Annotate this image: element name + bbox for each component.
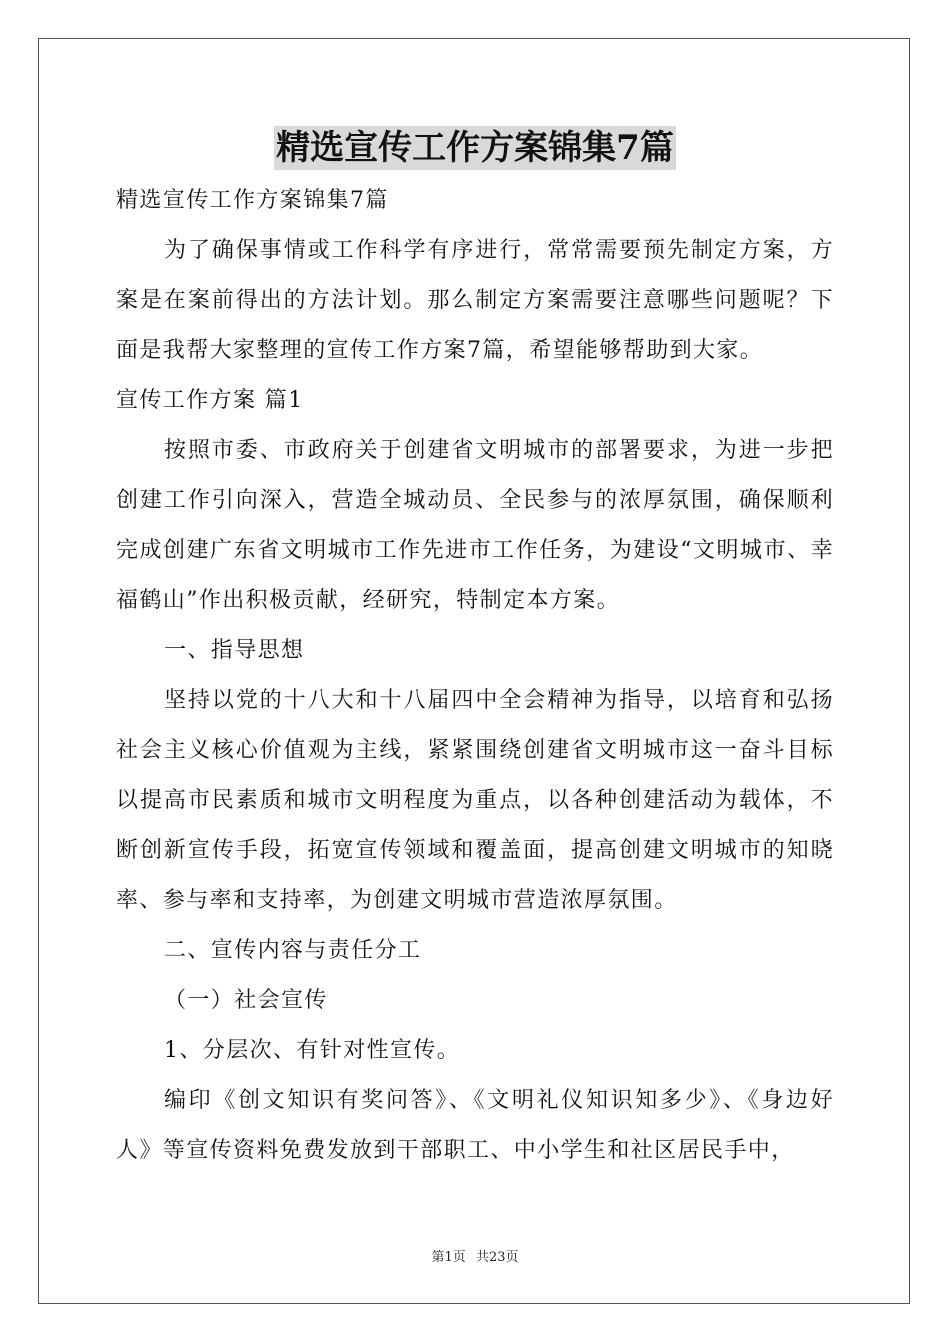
paragraph: 按照市委、市政府关于创建省文明城市的部署要求，为进一步把创建工作引向深入，营造全城动员、全民参与的浓厚氛围，确保顺利完成创建广东省文明城市工作先进市工作任务，为建设“文明城市、幸福鹤山”作出积极贡献，经研究，特制定本方案。 xyxy=(116,438,834,613)
section-heading: 二、宣传内容与责任分工 xyxy=(164,938,422,963)
document-body xyxy=(116,176,834,1176)
paragraph: 编印《创文知识有奖问答》、《文明礼仪知识知多少》、《身边好人》等宣传资料免费发放到干部职工、中小学生和社区居民手中， xyxy=(116,1088,834,1163)
document-subtitle: 精选宣传工作方案锦集7篇 xyxy=(116,188,389,213)
list-item: 1、分层次、有针对性宣传。 xyxy=(164,1038,461,1063)
section-heading: 宣传工作方案 篇1 xyxy=(116,388,304,413)
paragraph: 坚持以党的十八大和十八届四中全会精神为指导，以培育和弘扬社会主义核心价值观为主线，紧紧围绕创建省文明城市这一奋斗目标以提高市民素质和城市文明程度为重点，以各种创建活动为载体，不断创新宣传手段，拓宽宣传领域和覆盖面，提高创建文明城市的知晓率、参与率和支持率，为创建文明城市营造浓厚氛围。 xyxy=(116,688,834,913)
total-pages: 共23页 xyxy=(475,1250,519,1265)
subsection-heading: （一）社会宣传 xyxy=(164,988,328,1013)
document-title xyxy=(0,126,950,170)
section-heading: 一、指导思想 xyxy=(164,638,305,663)
page-footer xyxy=(0,1246,950,1265)
document-title-text: 精选宣传工作方案锦集7篇 xyxy=(276,128,674,168)
paragraph: 为了确保事情或工作科学有序进行，常常需要预先制定方案，方案是在案前得出的方法计划。那么制定方案需要注意哪些问题呢？下面是我帮大家整理的宣传工作方案7篇，希望能够帮助到大家。 xyxy=(116,238,834,363)
page-number: 第1页 xyxy=(431,1250,466,1265)
